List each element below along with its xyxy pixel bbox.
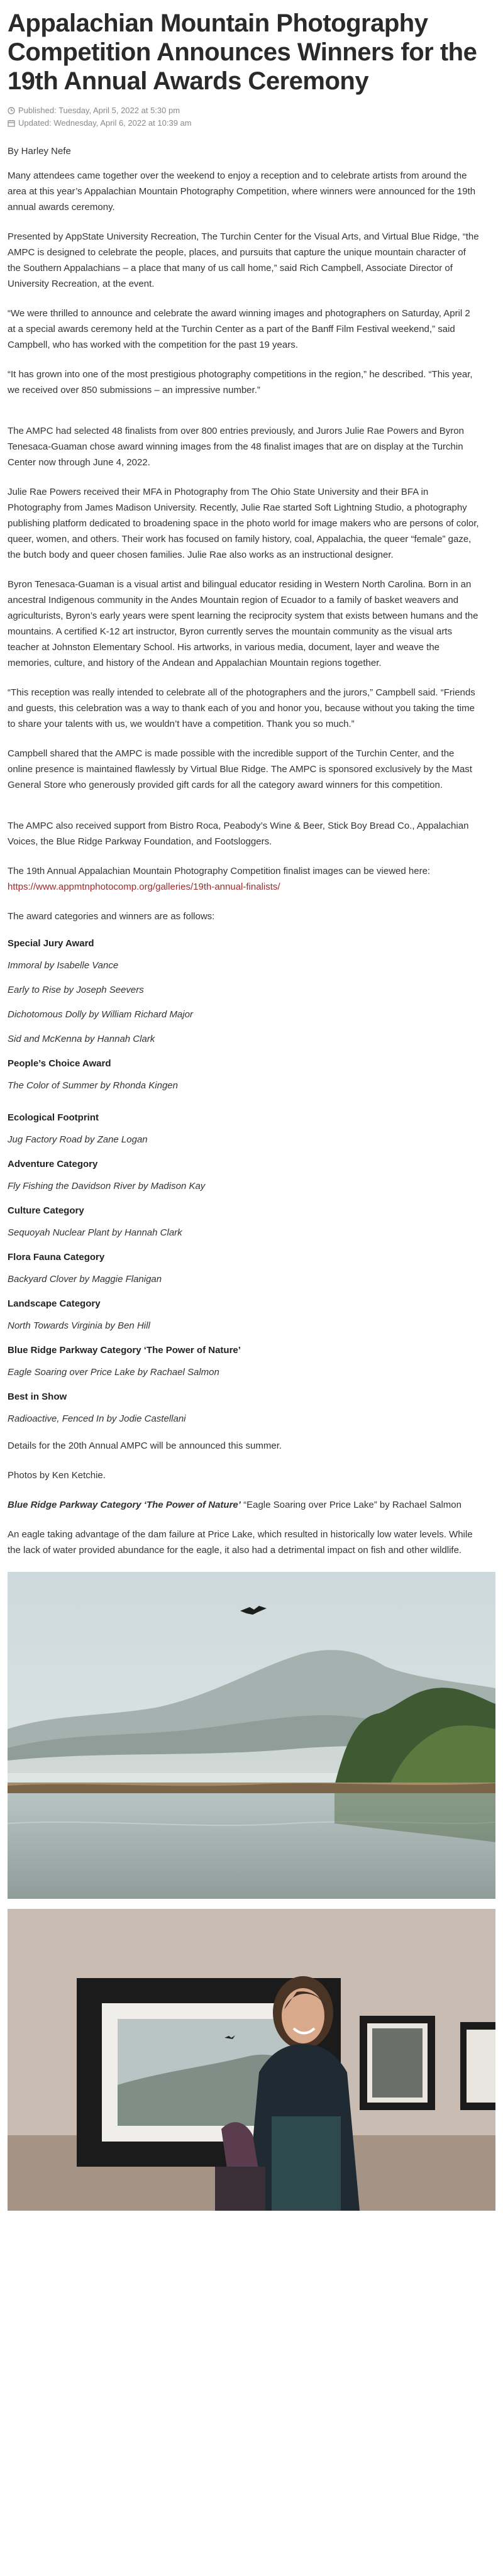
caption-title: “Eagle Soaring over Price Lake” by Rachael Salmon <box>240 1500 462 1510</box>
paragraph: The AMPC had selected 48 finalists from over 800 entries previously, and Jurors Julie Rae Powers and Byron Tenesaca-Guaman chose award winning images from the 48 finalist images that are on display at the Turchin Center now through June 4, 2022. <box>8 426 464 468</box>
award-category: Adventure Category <box>8 1159 98 1169</box>
award-winner: North Towards Virginia by Ben Hill <box>8 1320 150 1331</box>
updated-date: Updated: Wednesday, April 6, 2022 at 10:39 am <box>18 118 192 128</box>
award-category: Ecological Footprint <box>8 1112 99 1123</box>
caption-text: An eagle taking advantage of the dam failure at Price Lake, which resulted in historically low water levels. While the lack of water provided abundance for the eagle, it also had a detrimental impact on fish and other wildlife. <box>8 1529 473 1556</box>
paragraph: “This reception was really intended to celebrate all of the photographers and the jurors,” Campbell said. “Friends and guests, this celebration was a way to thank each of you and honor you, because without you taking the time to share your talents with us, we wouldn’t have a competition. Thank you so much.” <box>8 687 475 729</box>
clock-icon <box>8 107 15 114</box>
award-ecological-footprint <box>8 1112 480 1145</box>
byline: By Harley Nefe <box>8 146 71 157</box>
award-winner: The Color of Summer by Rhonda Kingen <box>8 1080 178 1091</box>
award-category: Landscape Category <box>8 1298 101 1309</box>
award-adventure <box>8 1159 480 1191</box>
award-category: Flora Fauna Category <box>8 1252 105 1263</box>
award-winner: Radioactive, Fenced In by Jodie Castellani <box>8 1413 186 1424</box>
award-category: People’s Choice Award <box>8 1058 111 1069</box>
award-winner: Backyard Clover by Maggie Flanigan <box>8 1274 162 1285</box>
finalists-link[interactable]: https://www.appmtnphotocomp.org/galleries/19th-annual-finalists/ <box>8 882 280 892</box>
award-category: Special Jury Award <box>8 938 94 949</box>
award-winner: Early to Rise by Joseph Seevers <box>8 985 144 995</box>
eagle-price-lake-photo <box>8 1572 495 1899</box>
award-flora-fauna <box>8 1252 480 1285</box>
awards-intro: The award categories and winners are as follows: <box>8 911 215 922</box>
photographer-gallery-photo <box>8 1909 495 2211</box>
award-culture <box>8 1205 480 1238</box>
award-category: Blue Ridge Parkway Category ‘The Power of Nature’ <box>8 1345 241 1356</box>
award-winner: Jug Factory Road by Zane Logan <box>8 1134 148 1145</box>
finalists-text: The 19th Annual Appalachian Mountain Photography Competition finalist images can be viewed here: <box>8 866 431 876</box>
calendar-icon <box>8 119 15 127</box>
article-meta <box>8 104 480 130</box>
photo-caption <box>8 1497 480 1513</box>
award-winner: Sequoyah Nuclear Plant by Hannah Clark <box>8 1227 182 1238</box>
caption-category: Blue Ridge Parkway Category ‘The Power of Nature’ <box>8 1500 241 1510</box>
paragraph: Campbell shared that the AMPC is made possible with the incredible support of the Turchin Center, and the online presence is maintained flawlessly by Virtual Blue Ridge. The AMPC is sponsored exclusively by the Mast General Store who generously provided gift cards for all the category award winners for this competition. <box>8 748 472 790</box>
finalists-paragraph <box>8 863 480 895</box>
award-blue-ridge-parkway <box>8 1345 480 1378</box>
award-peoples-choice <box>8 1058 480 1091</box>
award-winner: Immoral by Isabelle Vance <box>8 960 119 971</box>
next-details: Details for the 20th Annual AMPC will be announced this summer. <box>8 1440 282 1451</box>
paragraph: “It has grown into one of the most prestigious photography competitions in the region,” he described. “This year, we received over 850 submissions – an impressive number.” <box>8 369 473 395</box>
published-row <box>8 104 480 117</box>
paragraph: Presented by AppState University Recreation, The Turchin Center for the Visual Arts, and Virtual Blue Ridge, “the AMPC is designed to celebrate the people, places, and pursuits that capture the unique mountain character of the Southern Appalachians – a place that many of us call home,” said Rich Campbell, Associate Director of University Recreation, at the event. <box>8 231 479 289</box>
paragraph: Many attendees came together over the weekend to enjoy a reception and to celebrate artists from around the area at this year’s Appalachian Mountain Photography Competition, where winners were announced for the 19th annual awards ceremony. <box>8 170 476 213</box>
award-winner: Dichotomous Dolly by William Richard Major <box>8 1009 193 1020</box>
paragraph: The AMPC also received support from Bistro Roca, Peabody’s Wine & Beer, Stick Boy Bread Co., Appalachian Voices, the Blue Ridge Parkway Foundation, and Footsloggers. <box>8 821 469 847</box>
award-best-in-show <box>8 1391 480 1424</box>
updated-row <box>8 117 480 130</box>
paragraph: Byron Tenesaca-Guaman is a visual artist and bilingual educator residing in Western North Carolina. Born in an ancestral Indigenous community in the Andes Mountain region of Ecuador to a family of basket weavers and agriculturists, Byron’s early years were spent learning the reciprocity system that exists between humans and the mountains. A certified K-12 art instructor, Byron currently serves the mountain community as the visual arts teacher at Johnston Elementary School. His artworks, in various media, document, layer and weave the memories, culture, and history of the Andean and Appalachian Mountain regions together. <box>8 579 478 668</box>
award-category: Culture Category <box>8 1205 84 1216</box>
award-winner: Eagle Soaring over Price Lake by Rachael Salmon <box>8 1367 219 1378</box>
paragraph: “We were thrilled to announce and celebrate the award winning images and photographers on Saturday, April 2 at a special awards ceremony held at the Turchin Center as a part of the Banff Film Festival weekend,” said Campbell, who has worked with the competition for the past 19 years. <box>8 308 470 350</box>
award-landscape <box>8 1298 480 1331</box>
paragraph: Julie Rae Powers received their MFA in Photography from The Ohio State University and their BFA in Photography from James Madison University. Recently, Julie Rae started Soft Lightning Studio, a photography publishing platform dedicated to broadening space in the photo world for image makers who are persons of color, queer, women, and others. Their work has focused on family history, coal, Appalachia, the queer “female” gaze, the butch body and queer chosen families. Julie Rae also works as an instructional designer. <box>8 487 479 560</box>
award-winner: Fly Fishing the Davidson River by Madison Kay <box>8 1181 206 1191</box>
published-date: Published: Tuesday, April 5, 2022 at 5:30 pm <box>18 106 180 115</box>
article-title: Appalachian Mountain Photography Competition Announces Winners for the 19th Annual Awards Ceremony <box>8 9 477 95</box>
award-winner: Sid and McKenna by Hannah Clark <box>8 1034 155 1044</box>
photo-credit: Photos by Ken Ketchie. <box>8 1470 106 1481</box>
award-category: Best in Show <box>8 1391 67 1402</box>
award-special-jury <box>8 938 480 1044</box>
